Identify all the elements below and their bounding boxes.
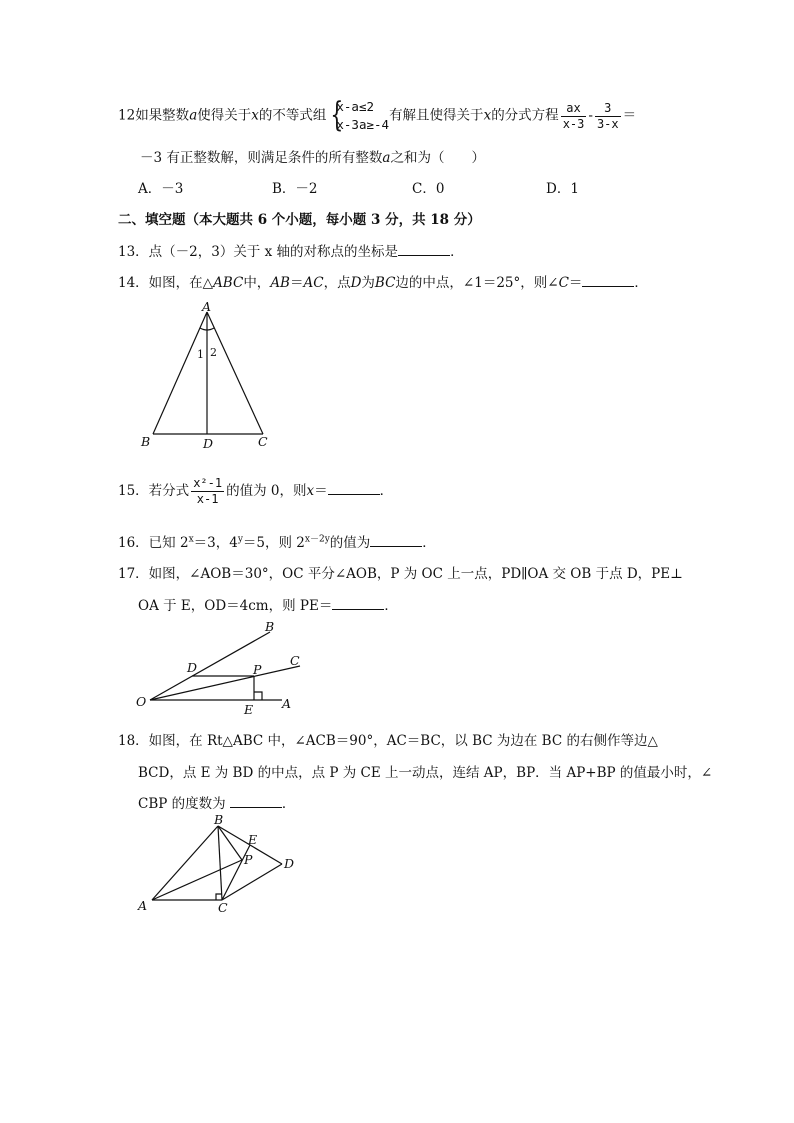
var: D: [350, 275, 362, 291]
label-P: P: [244, 852, 253, 867]
q17-line2: [138, 594, 398, 614]
period: ．: [450, 244, 464, 260]
label-A: A: [282, 696, 292, 711]
text: ＝: [314, 483, 328, 499]
segment-ap: [152, 860, 242, 900]
text: CBP 的度数为: [138, 796, 226, 812]
var-x: x: [483, 107, 492, 124]
q17-line1: 17．如图，∠AOB＝30°，OC 平分∠AOB，P 为 OC 上一点，PD∥OA 交 OB 于点 D，PE⊥: [118, 566, 683, 582]
denominator: x-3: [562, 116, 585, 131]
denominator: 3-x: [596, 116, 619, 131]
text: 使得关于: [197, 107, 252, 124]
text: 边的中点，∠1＝25°，则∠: [395, 275, 559, 291]
option-c: C．0: [412, 181, 445, 197]
option-d: D．1: [546, 181, 579, 197]
text: 之和为（ ）: [390, 150, 485, 166]
text: －3 有正整数解，则满足条件的所有整数: [140, 150, 383, 166]
edge-ab: [153, 312, 207, 434]
period: ．: [379, 483, 394, 499]
answer-blank: [370, 533, 422, 547]
answer-blank: [398, 242, 450, 256]
label-C: C: [258, 434, 268, 449]
var-x: x: [306, 483, 315, 499]
answer-blank: [230, 794, 282, 808]
label-A: A: [202, 300, 212, 314]
label-E: E: [248, 832, 258, 847]
exponent: y: [237, 534, 243, 545]
label-A: A: [138, 898, 148, 913]
segment-bp: [218, 826, 242, 860]
label-2: 2: [210, 346, 217, 359]
q18-figure: [132, 812, 302, 917]
text: 的值为 0，则: [226, 483, 307, 499]
numerator: 3: [595, 101, 621, 117]
q18-line1: 18．如图，在 Rt△ABC 中，∠ACB＝90°，AC＝BC，以 BC 为边在 BC 的右侧作等边△: [118, 733, 658, 749]
text: 16．已知 2: [118, 535, 189, 551]
text: 14．如图，在△: [118, 275, 214, 291]
answer-blank: [328, 481, 380, 495]
q18-line2: BCD，点 E 为 BD 的中点，点 P 为 CE 上一动点，连结 AP，BP．当 AP+BP 的值最小时，∠: [138, 765, 713, 781]
label-E: E: [244, 702, 254, 716]
option-a: A．－3: [138, 181, 184, 197]
question-number: 12: [118, 107, 136, 124]
q17-figure: [132, 618, 312, 716]
text: ＝: [289, 275, 304, 291]
equals: ＝: [622, 107, 637, 124]
label-D: D: [187, 660, 198, 675]
text: ＝3，4: [193, 535, 238, 551]
period: ．: [281, 796, 296, 812]
q13-text: 13．点（－2，3）关于 x 轴的对称点的坐标是: [118, 244, 399, 260]
minus: -: [588, 107, 593, 124]
label-C: C: [290, 653, 300, 668]
text: 中，: [243, 275, 271, 291]
q16: [118, 531, 436, 551]
q18-line3: [138, 792, 295, 812]
label-O: O: [136, 694, 147, 709]
answer-blank: [332, 596, 384, 610]
exponent: x: [188, 534, 194, 545]
text: 的值为: [329, 535, 371, 551]
var: C: [558, 275, 569, 291]
answer-blank: [582, 273, 634, 287]
text: 15．若分式: [118, 483, 190, 499]
edge-ab: [152, 826, 218, 900]
edge-ac: [207, 312, 263, 434]
var: BC: [374, 275, 396, 291]
label-B: B: [141, 434, 151, 449]
q14-figure: [135, 300, 285, 455]
text: ，点: [323, 275, 351, 291]
inequality-2: x-3a≥-4: [336, 117, 390, 132]
var-a: a: [382, 150, 391, 166]
label-1: 1: [197, 348, 204, 361]
text: 为: [361, 275, 375, 291]
text: 有解且使得关于: [389, 107, 484, 124]
text: 的不等式组: [258, 107, 327, 124]
ray-oc: [150, 666, 300, 700]
period: ．: [384, 598, 398, 614]
label-C: C: [218, 900, 228, 915]
var: AB: [270, 275, 290, 291]
numerator: x²-1: [193, 476, 223, 490]
period: ．: [634, 275, 648, 291]
denominator: x-1: [196, 492, 219, 506]
exponent: x－2y: [304, 534, 330, 545]
text: 的分式方程: [491, 107, 559, 124]
text: ＝5，则 2: [242, 535, 305, 551]
option-b: B．－2: [272, 181, 318, 197]
ray-ob: [150, 632, 270, 700]
q14: [118, 271, 648, 291]
label-P: P: [253, 662, 262, 677]
inequality-system: [326, 95, 390, 135]
label-B: B: [214, 812, 224, 827]
q15: [118, 476, 393, 507]
edge-bc: [218, 826, 222, 900]
text: 如果整数: [135, 107, 190, 124]
fraction-1: [561, 101, 587, 132]
label-B: B: [265, 619, 275, 634]
fraction-2: [595, 101, 621, 132]
label-D: D: [284, 856, 295, 871]
var: AC: [303, 275, 324, 291]
text: ＝: [568, 275, 583, 291]
text: OA 于 E，OD＝4cm，则 PE＝: [138, 598, 333, 614]
section-heading: 二、填空题（本大题共 6 个小题，每小题 3 分，共 18 分）: [118, 212, 481, 228]
q12-line2: [140, 146, 485, 166]
brace: {: [330, 95, 344, 135]
fraction: [191, 476, 224, 507]
var-a: a: [189, 107, 198, 124]
period: ．: [422, 535, 436, 551]
label-D: D: [203, 436, 214, 451]
numerator: ax: [561, 101, 587, 117]
right-angle-mark: [254, 692, 262, 700]
var: ABC: [213, 275, 244, 291]
var-x: x: [251, 107, 259, 124]
q12-line1: [118, 95, 637, 135]
inequality-1: x-a≤2: [336, 99, 375, 114]
q13: [118, 240, 464, 260]
